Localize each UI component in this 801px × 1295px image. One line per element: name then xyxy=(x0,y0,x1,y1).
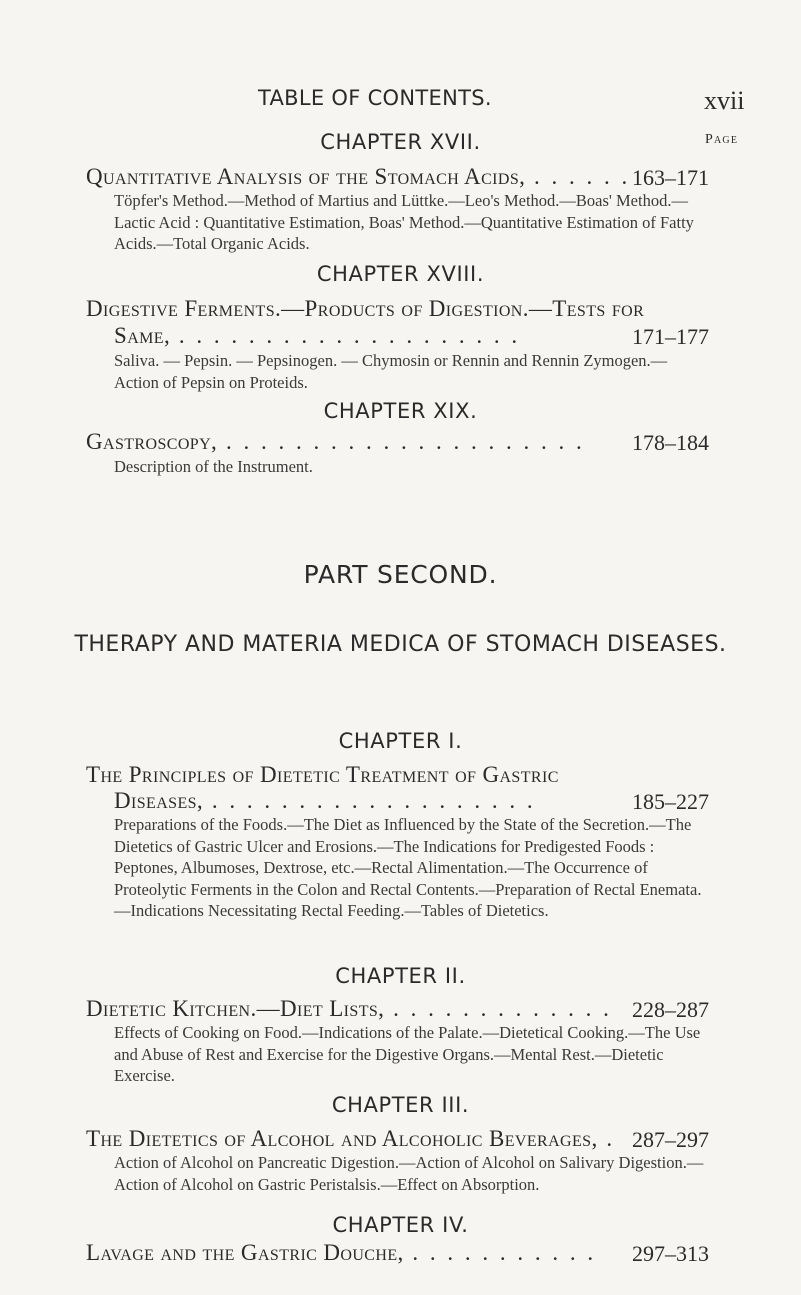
chapter-title[interactable]: Digestive Ferments.—Products of Digestion.—Tests for xyxy=(86,296,645,321)
page-range: 171–177 xyxy=(632,324,709,349)
chapter-heading: CHAPTER II. xyxy=(335,964,466,988)
chapter-description: Töpfer's Method.—Method of Martius and Lüttke.—Leo's Method.—Boas' Method.—Lactic Acid : Quantitative Estimation, Boas' Method.—Quantitative Estimation of Fatty Acids.—Total Organic Acids. xyxy=(114,191,694,253)
dot-leader: . . . . . . . . . . . . . . . . . . . . xyxy=(170,323,521,348)
chapter-title-text: Lavage and the Gastric Douche, xyxy=(86,1240,404,1265)
chapter-title-text: The Dietetics of Alcohol and Alcoholic Beverages, xyxy=(86,1126,598,1151)
dot-leader: . . . . . . . . . . . xyxy=(403,1240,597,1265)
part-subheading: THERAPY AND MATERIA MEDICA OF STOMACH DISEASES. xyxy=(74,632,727,657)
chapter-heading: CHAPTER IV. xyxy=(332,1213,469,1237)
page-range: 228–287 xyxy=(632,997,709,1022)
chapter-description: Effects of Cooking on Food.—Indications of the Palate.—Dietetical Cooking.—The Use and Abuse of Rest and Exercise for the Digestive Organs.—Mental Rest.—Dietetic Exercise. xyxy=(114,1023,701,1085)
dot-leader: . . . . . . . . . . . . . xyxy=(384,996,612,1021)
page-range: 163–171 xyxy=(632,165,709,190)
chapter-title-text: Same, xyxy=(114,323,171,348)
chapter-description: Action of Alcohol on Pancreatic Digestion.—Action of Alcohol on Salivary Digestion.—Action of Alcohol on Gastric Peristalsis.—Effect on Absorption. xyxy=(114,1153,704,1194)
running-head xyxy=(0,86,801,116)
page-column-label: Page xyxy=(705,132,739,147)
chapter-heading: CHAPTER I. xyxy=(338,729,463,753)
chapter-description: Description of the Instrument. xyxy=(114,457,313,476)
chapter-title[interactable] xyxy=(86,1126,686,1152)
page-range: 297–313 xyxy=(632,1241,709,1266)
chapter-title[interactable]: The Principles of Dietetic Treatment of Gastric xyxy=(86,762,559,787)
chapter-title-continued[interactable] xyxy=(114,323,714,349)
page-range: 178–184 xyxy=(632,430,709,455)
chapter-heading: CHAPTER XVII. xyxy=(320,130,481,154)
running-head-title: TABLE OF CONTENTS. xyxy=(258,86,492,110)
dot-leader: . . . . . . xyxy=(525,164,631,189)
chapter-title-text: Dietetic Kitchen.—Diet Lists, xyxy=(86,996,385,1021)
chapter-title[interactable] xyxy=(86,164,686,190)
chapter-heading: CHAPTER XIX. xyxy=(323,399,478,423)
page-range: 287–297 xyxy=(632,1127,709,1152)
chapter-description: Preparations of the Foods.—The Diet as Influenced by the State of the Secretion.—The Dietetics of Gastric Ulcer and Erosions.—The Indications for Predigested Foods : Peptones, Albumoses, Dextrose, etc.—Rectal Alimentation.—The Occurrence of Proteolytic Ferments in the Colon and Rectal Contents.—Preparation of Rectal Enemata.—Indications Necessitating Rectal Feeding.—Tables of Dietetics. xyxy=(114,815,702,920)
chapter-title-text: Quantitative Analysis of the Stomach Acids, xyxy=(86,164,526,189)
part-heading: PART SECOND. xyxy=(303,560,498,589)
chapter-title-text: Gastroscopy, xyxy=(86,429,218,454)
chapter-heading: CHAPTER XVIII. xyxy=(316,262,485,286)
chapter-description: Saliva. — Pepsin. — Pepsinogen. — Chymosin or Rennin and Rennin Zymogen.—Action of Pepsin on Proteids. xyxy=(114,351,668,392)
chapter-title-continued[interactable] xyxy=(114,788,714,814)
chapter-title[interactable] xyxy=(86,1240,686,1266)
dot-leader: . . . . . . . . . . . . . . . . . . . . . xyxy=(217,429,585,454)
dot-leader: . . . . . . . . . . . . . . . . . . . xyxy=(203,788,536,813)
chapter-title[interactable] xyxy=(86,429,686,455)
dot-leader: . xyxy=(597,1126,616,1151)
chapter-title-text: Diseases, xyxy=(114,788,204,813)
chapter-title[interactable] xyxy=(86,996,686,1022)
page-range: 185–227 xyxy=(632,789,709,814)
chapter-heading: CHAPTER III. xyxy=(331,1093,470,1117)
page-number: xvii xyxy=(704,86,745,115)
